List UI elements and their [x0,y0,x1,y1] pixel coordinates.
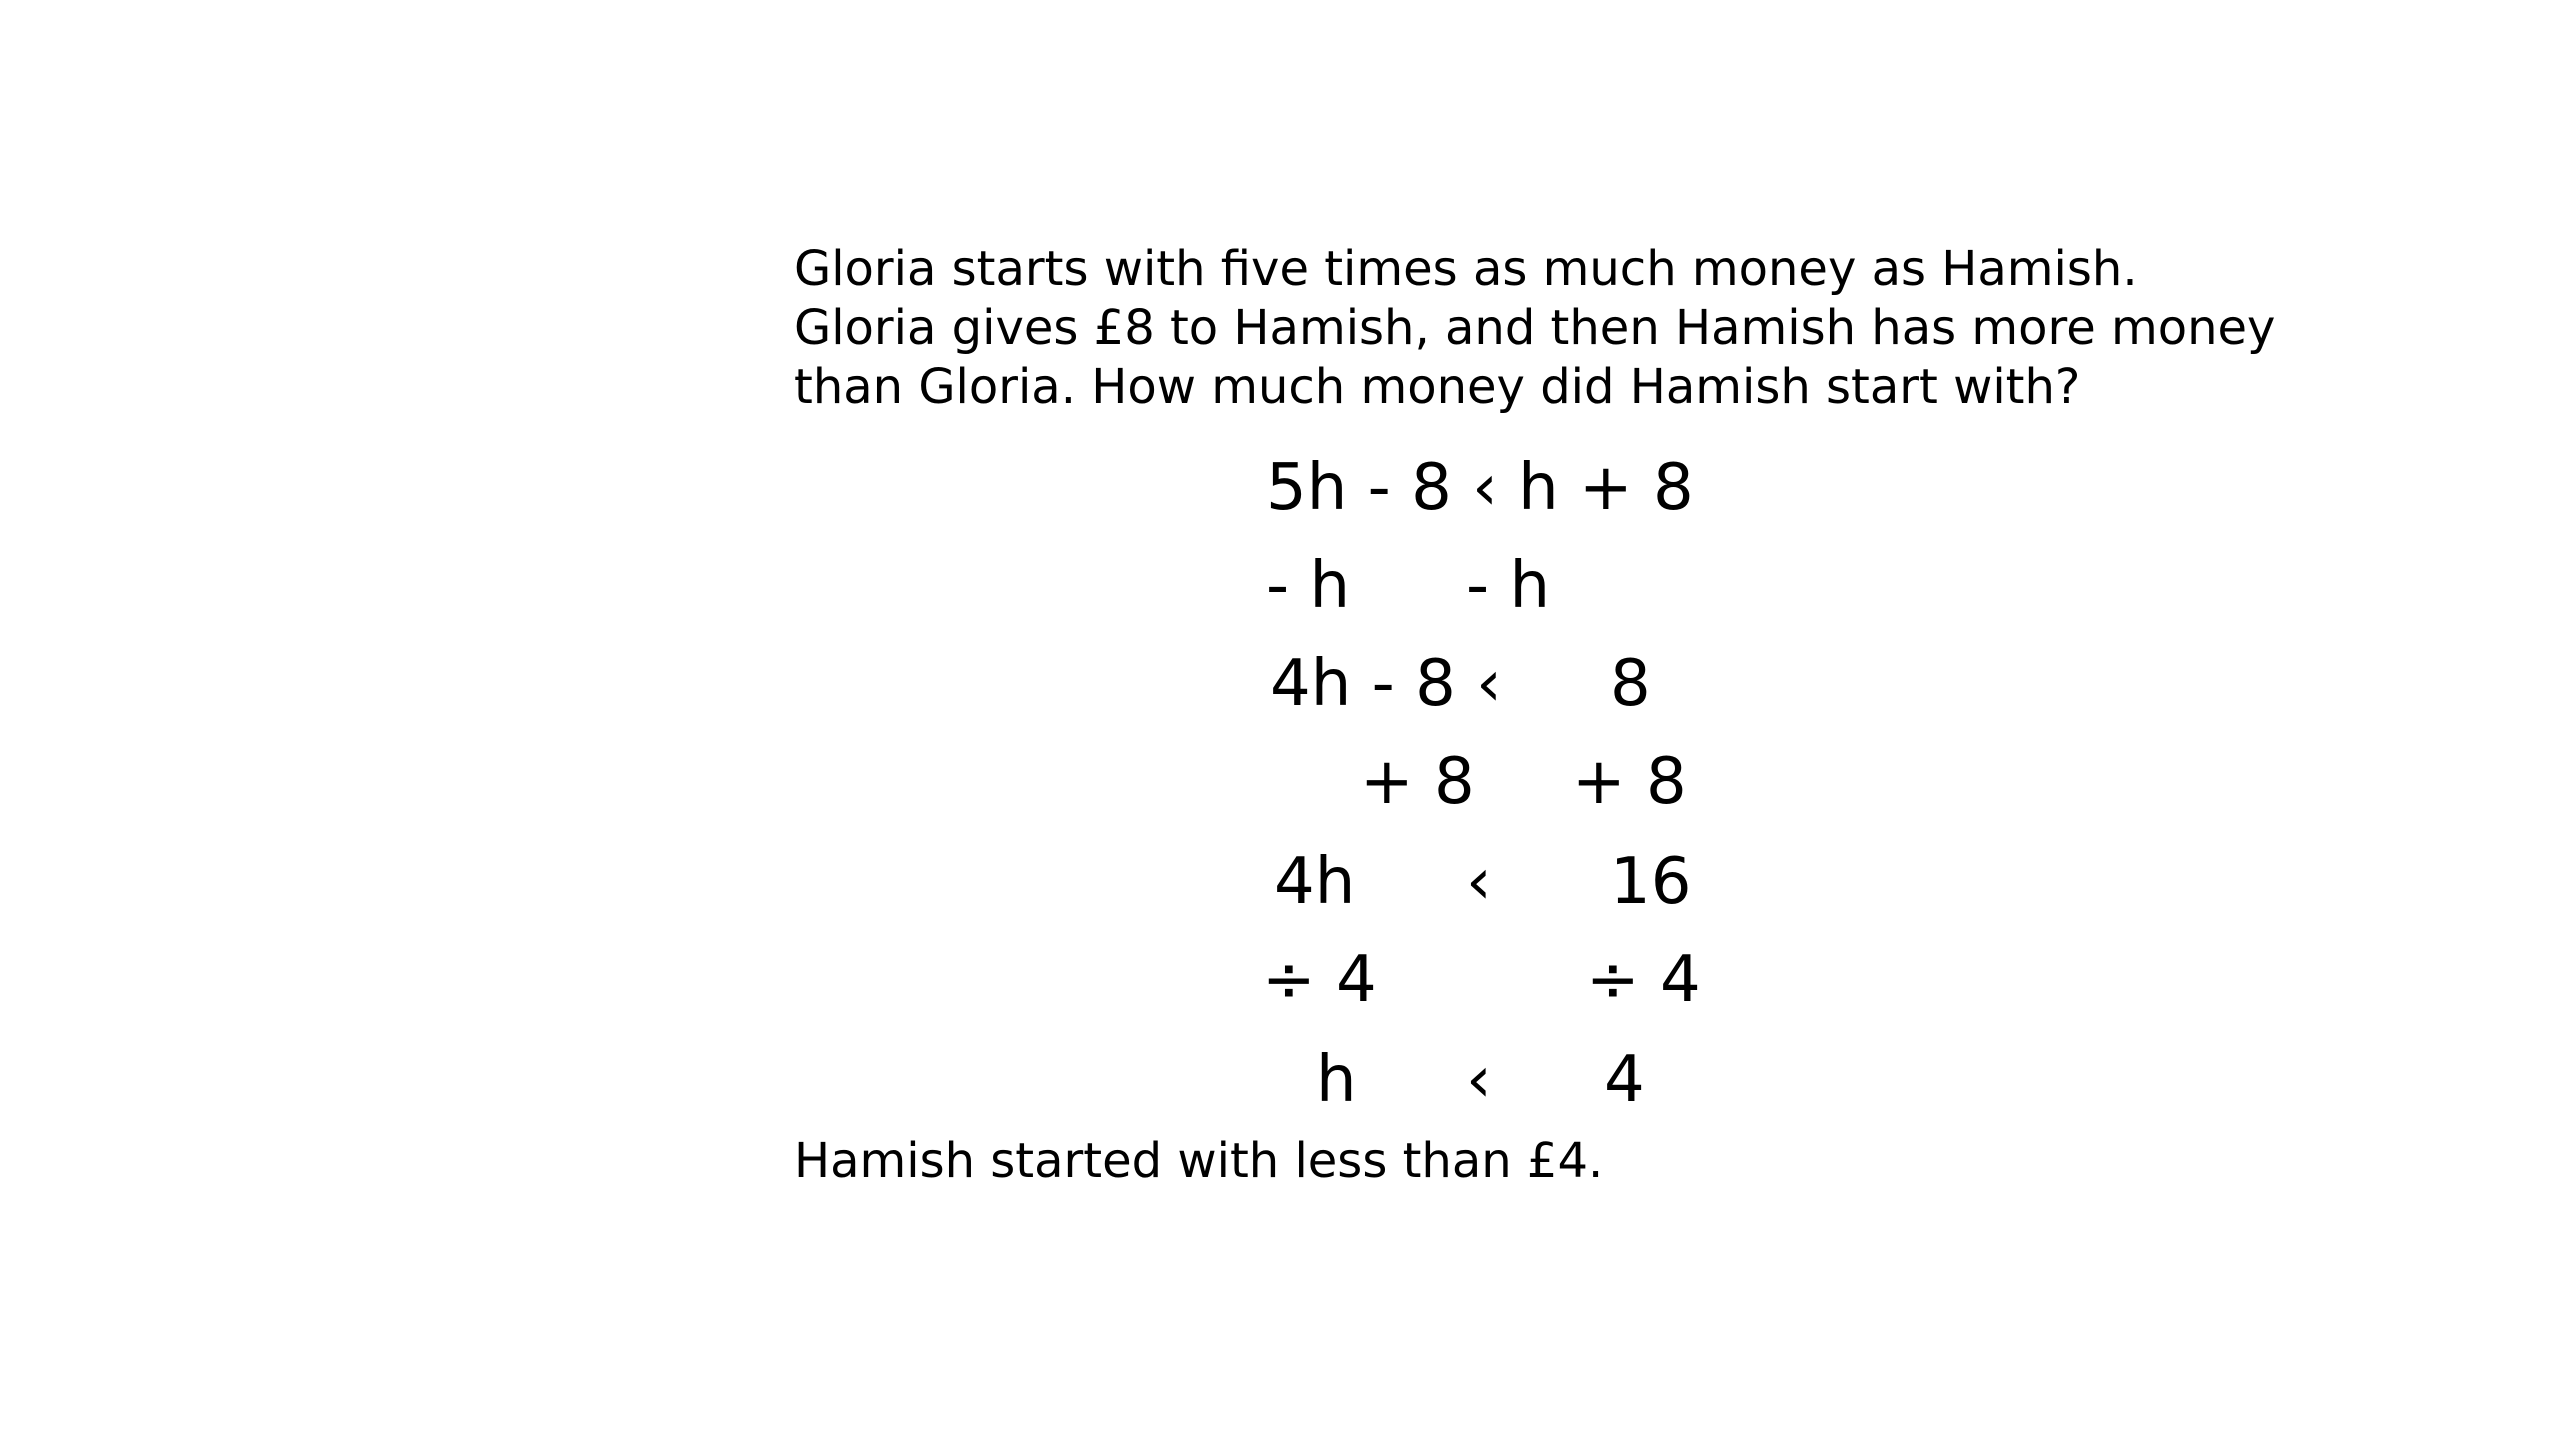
step-4-left: + 8 [1360,745,1475,819]
step-7-right: 4 [1604,1043,1645,1117]
step-1-inequality: 5h - 8 ‹ h + 8 [1266,451,1694,525]
problem-line-2: Gloria gives £8 to Hamish, and then Hamish has more money [794,300,2276,356]
step-6-right: ÷ 4 [1586,943,1701,1017]
step-2-right: - h [1466,549,1550,623]
step-5-sign: ‹ [1466,845,1492,919]
step-4-right: + 8 [1572,745,1687,819]
step-5-left: 4h [1274,845,1356,919]
step-3-right: 8 [1610,647,1651,721]
problem-line-3: than Gloria. How much money did Hamish start with? [794,359,2081,415]
step-7-left: h [1316,1043,1357,1117]
step-7-sign: ‹ [1466,1043,1492,1117]
step-5-right: 16 [1610,845,1692,919]
step-2-left: - h [1266,549,1350,623]
answer-text: Hamish started with less than £4. [794,1133,1604,1189]
step-3-left: 4h - 8 ‹ [1270,647,1502,721]
step-6-left: ÷ 4 [1262,943,1377,1017]
problem-line-1: Gloria starts with five times as much money as Hamish. [794,241,2138,297]
problem-statement [794,240,2276,417]
